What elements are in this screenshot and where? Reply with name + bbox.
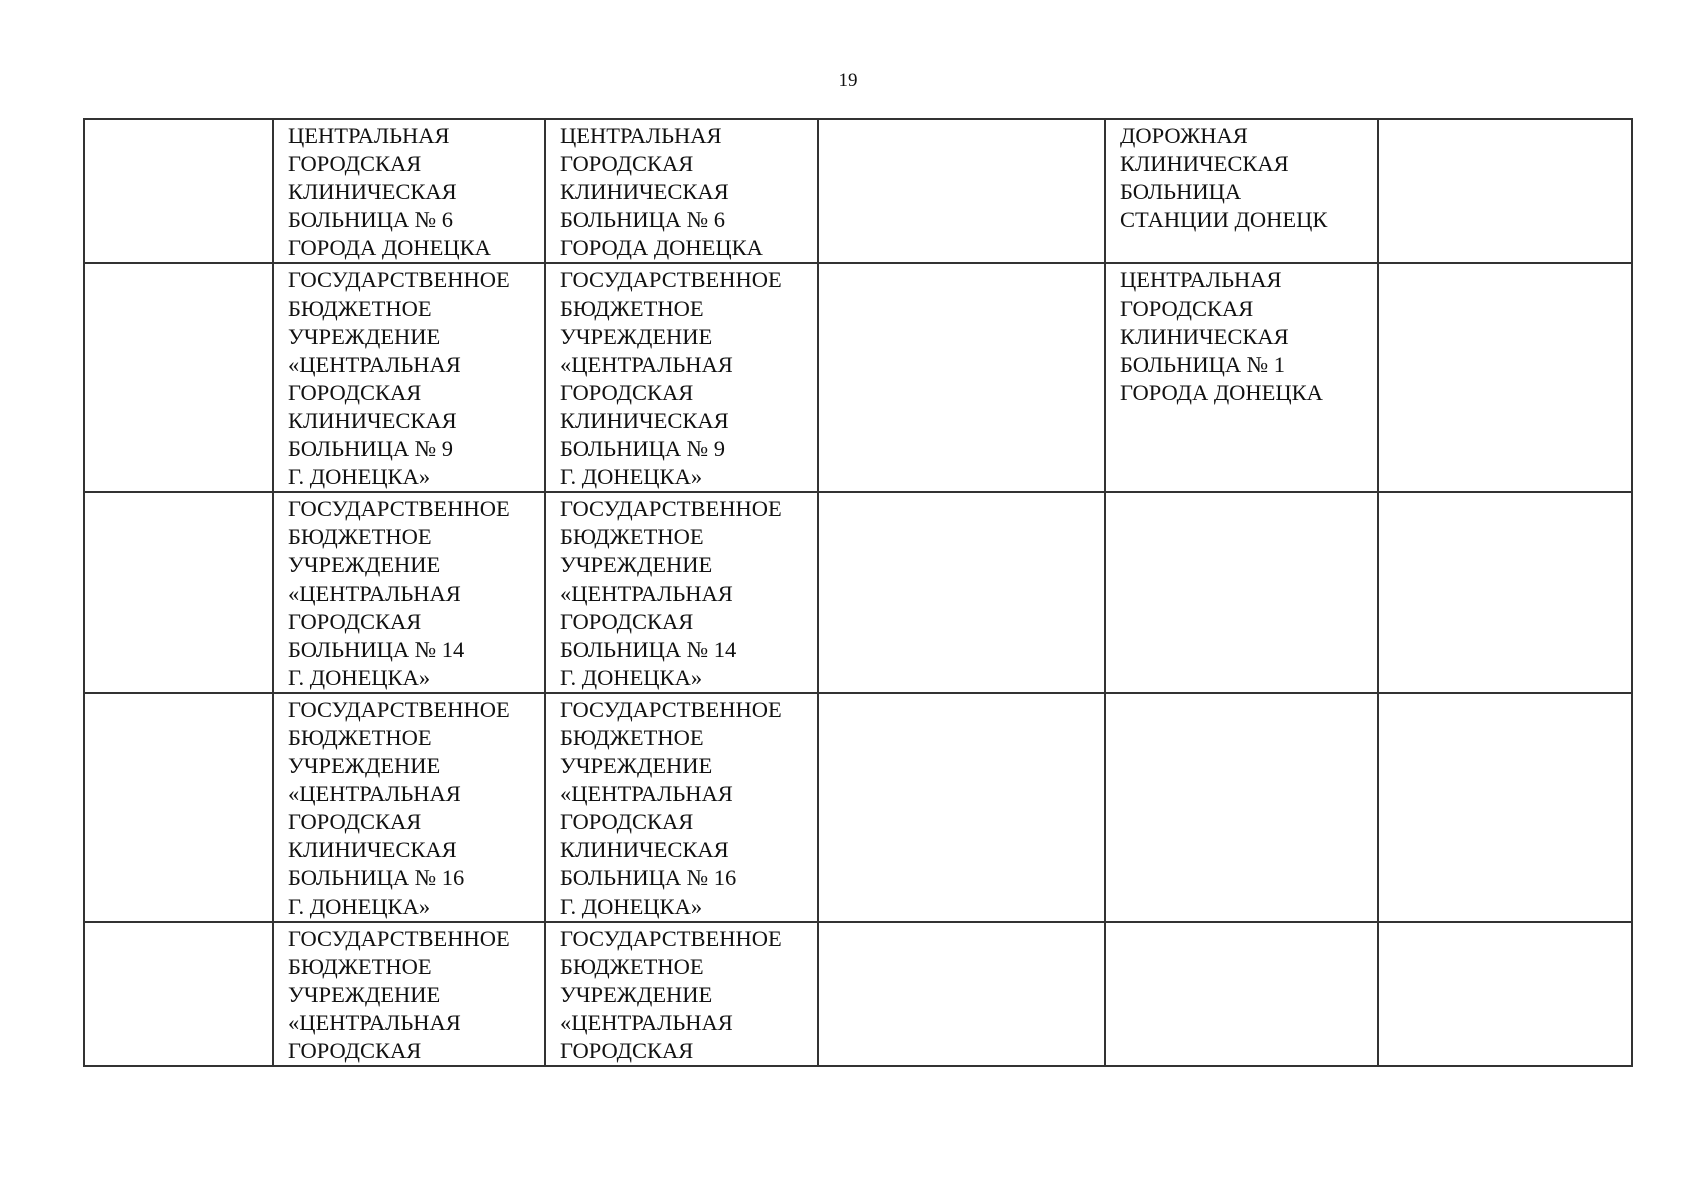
table-cell: ЦЕНТРАЛЬНАЯ ГОРОДСКАЯ КЛИНИЧЕСКАЯ БОЛЬНИЦА № 1 ГОРОДА ДОНЕЦКА xyxy=(1105,263,1378,492)
table-row xyxy=(84,922,1632,1066)
table-cell: ДОРОЖНАЯ КЛИНИЧЕСКАЯ БОЛЬНИЦА СТАНЦИИ ДОНЕЦК xyxy=(1105,119,1378,263)
table-cell xyxy=(84,492,273,693)
table-cell xyxy=(818,922,1105,1066)
table-row xyxy=(84,693,1632,922)
table-cell xyxy=(84,922,273,1066)
table-cell: ГОСУДАРСТВЕННОЕ БЮДЖЕТНОЕ УЧРЕЖДЕНИЕ «ЦЕНТРАЛЬНАЯ ГОРОДСКАЯ КЛИНИЧЕСКАЯ БОЛЬНИЦА № 9 Г. ДОНЕЦКА» xyxy=(545,263,818,492)
table-cell xyxy=(1378,119,1632,263)
table-row xyxy=(84,492,1632,693)
table-cell: ГОСУДАРСТВЕННОЕ БЮДЖЕТНОЕ УЧРЕЖДЕНИЕ «ЦЕНТРАЛЬНАЯ ГОРОДСКАЯ БОЛЬНИЦА № 14 Г. ДОНЕЦКА» xyxy=(545,492,818,693)
table-row xyxy=(84,263,1632,492)
table-cell xyxy=(84,693,273,922)
table-cell: ГОСУДАРСТВЕННОЕ БЮДЖЕТНОЕ УЧРЕЖДЕНИЕ «ЦЕНТРАЛЬНАЯ ГОРОДСКАЯ БОЛЬНИЦА № 14 Г. ДОНЕЦКА» xyxy=(273,492,545,693)
table-row xyxy=(84,119,1632,263)
table-cell: ЦЕНТРАЛЬНАЯ ГОРОДСКАЯ КЛИНИЧЕСКАЯ БОЛЬНИЦА № 6 ГОРОДА ДОНЕЦКА xyxy=(273,119,545,263)
table-cell xyxy=(818,492,1105,693)
table-cell xyxy=(1105,922,1378,1066)
table-cell xyxy=(1378,263,1632,492)
table-cell xyxy=(818,119,1105,263)
table-cell: ГОСУДАРСТВЕННОЕ БЮДЖЕТНОЕ УЧРЕЖДЕНИЕ «ЦЕНТРАЛЬНАЯ ГОРОДСКАЯ xyxy=(545,922,818,1066)
table-cell: ГОСУДАРСТВЕННОЕ БЮДЖЕТНОЕ УЧРЕЖДЕНИЕ «ЦЕНТРАЛЬНАЯ ГОРОДСКАЯ КЛИНИЧЕСКАЯ БОЛЬНИЦА № 16 Г. ДОНЕЦКА» xyxy=(545,693,818,922)
table-cell xyxy=(84,263,273,492)
table-cell xyxy=(818,263,1105,492)
table-cell xyxy=(1378,492,1632,693)
table-cell: ЦЕНТРАЛЬНАЯ ГОРОДСКАЯ КЛИНИЧЕСКАЯ БОЛЬНИЦА № 6 ГОРОДА ДОНЕЦКА xyxy=(545,119,818,263)
table-cell xyxy=(1105,693,1378,922)
table-cell xyxy=(1105,492,1378,693)
table-cell xyxy=(818,693,1105,922)
table-cell: ГОСУДАРСТВЕННОЕ БЮДЖЕТНОЕ УЧРЕЖДЕНИЕ «ЦЕНТРАЛЬНАЯ ГОРОДСКАЯ КЛИНИЧЕСКАЯ БОЛЬНИЦА № 9 Г. ДОНЕЦКА» xyxy=(273,263,545,492)
table-cell xyxy=(84,119,273,263)
institutions-table xyxy=(83,118,1633,1067)
table-cell xyxy=(1378,693,1632,922)
table-cell xyxy=(1378,922,1632,1066)
table-cell: ГОСУДАРСТВЕННОЕ БЮДЖЕТНОЕ УЧРЕЖДЕНИЕ «ЦЕНТРАЛЬНАЯ ГОРОДСКАЯ КЛИНИЧЕСКАЯ БОЛЬНИЦА № 16 Г. ДОНЕЦКА» xyxy=(273,693,545,922)
page-number: 19 xyxy=(838,70,858,91)
table-cell: ГОСУДАРСТВЕННОЕ БЮДЖЕТНОЕ УЧРЕЖДЕНИЕ «ЦЕНТРАЛЬНАЯ ГОРОДСКАЯ xyxy=(273,922,545,1066)
